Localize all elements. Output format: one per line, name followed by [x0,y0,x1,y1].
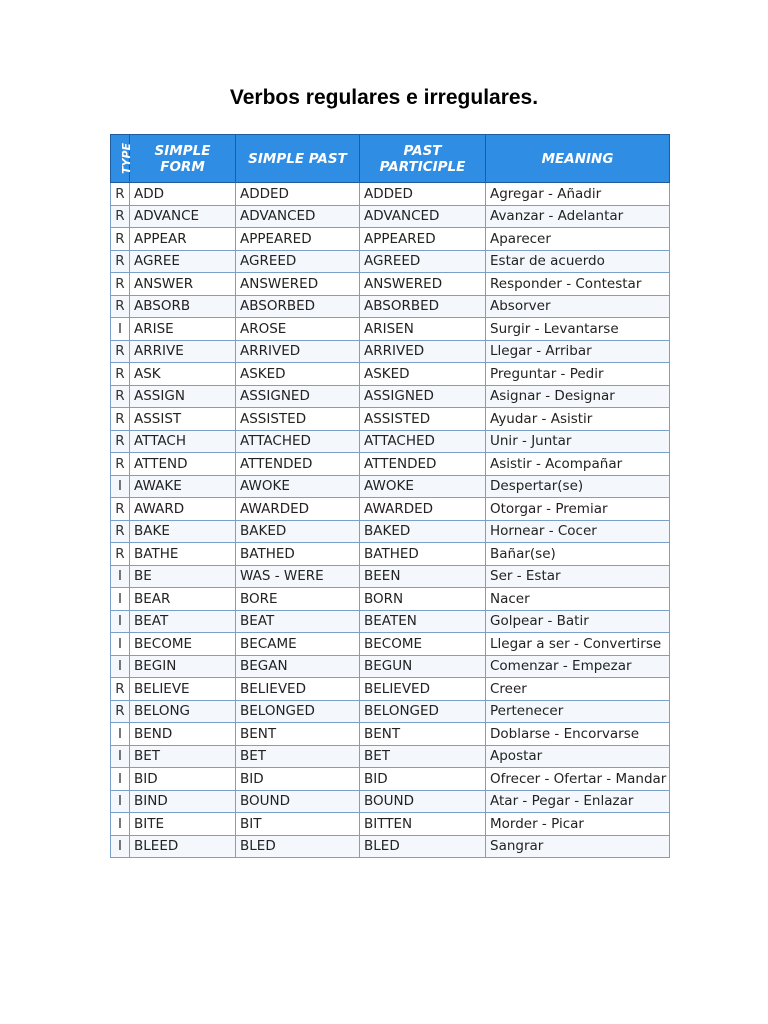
table-row [111,273,670,296]
table-row [111,430,670,453]
past-participle-cell: ASKED [360,363,486,386]
table-header-row [111,135,670,183]
type-cell: R [111,520,130,543]
past-participle-cell: BAKED [360,520,486,543]
past-participle-cell: BATHED [360,543,486,566]
simple-past-cell: BELIEVED [236,678,360,701]
simple-past-cell: BORE [236,588,360,611]
type-cell: R [111,700,130,723]
table-row [111,678,670,701]
table-row [111,250,670,273]
meaning-cell: Sangrar [486,835,670,858]
past-participle-cell: ADDED [360,183,486,206]
simple-form-cell: BEAR [130,588,236,611]
meaning-cell: Pertenecer [486,700,670,723]
meaning-cell: Llegar a ser - Convertirse [486,633,670,656]
past-participle-cell: BITTEN [360,813,486,836]
simple-past-cell: AWOKE [236,475,360,498]
type-cell: I [111,633,130,656]
past-participle-cell: APPEARED [360,228,486,251]
simple-form-cell: ATTACH [130,430,236,453]
meaning-cell: Comenzar - Empezar [486,655,670,678]
simple-past-cell: BID [236,768,360,791]
meaning-cell: Ofrecer - Ofertar - Mandar [486,768,670,791]
type-cell: I [111,835,130,858]
simple-form-cell: AWAKE [130,475,236,498]
past-participle-cell: AGREED [360,250,486,273]
meaning-cell: Aparecer [486,228,670,251]
past-participle-cell: BID [360,768,486,791]
table-row [111,813,670,836]
table-row [111,543,670,566]
type-cell: I [111,655,130,678]
type-cell: R [111,273,130,296]
past-participle-cell: BORN [360,588,486,611]
simple-past-cell: BENT [236,723,360,746]
meaning-cell: Doblarse - Encorvarse [486,723,670,746]
past-participle-cell: BELIEVED [360,678,486,701]
type-cell: R [111,363,130,386]
type-cell: I [111,813,130,836]
past-participle-cell: ABSORBED [360,295,486,318]
simple-past-cell: BOUND [236,790,360,813]
simple-past-cell: APPEARED [236,228,360,251]
meaning-cell: Absorver [486,295,670,318]
type-cell: I [111,565,130,588]
simple-form-cell: BIND [130,790,236,813]
simple-past-cell: WAS - WERE [236,565,360,588]
meaning-cell: Asignar - Designar [486,385,670,408]
simple-past-cell: BECAME [236,633,360,656]
type-cell: I [111,475,130,498]
meaning-cell: Asistir - Acompañar [486,453,670,476]
type-cell: I [111,790,130,813]
simple-form-cell: BET [130,745,236,768]
type-cell: R [111,498,130,521]
simple-past-cell: ASKED [236,363,360,386]
meaning-cell: Golpear - Batir [486,610,670,633]
simple-past-cell: ASSISTED [236,408,360,431]
table-row [111,408,670,431]
verbs-table [110,134,670,858]
simple-past-cell: ADVANCED [236,205,360,228]
simple-form-cell: BECOME [130,633,236,656]
meaning-cell: Despertar(se) [486,475,670,498]
simple-past-cell: BLED [236,835,360,858]
past-participle-cell: AWOKE [360,475,486,498]
simple-form-cell: ADVANCE [130,205,236,228]
simple-past-cell: BEAT [236,610,360,633]
table-row [111,295,670,318]
past-participle-cell: BLED [360,835,486,858]
past-participle-cell: ANSWERED [360,273,486,296]
type-cell: R [111,678,130,701]
meaning-cell: Apostar [486,745,670,768]
past-participle-cell: ASSISTED [360,408,486,431]
type-cell: R [111,408,130,431]
simple-past-cell: ARRIVED [236,340,360,363]
simple-form-cell: AWARD [130,498,236,521]
type-cell: R [111,205,130,228]
simple-form-cell: ASSIGN [130,385,236,408]
table-row [111,790,670,813]
simple-form-cell: ARRIVE [130,340,236,363]
type-cell: I [111,610,130,633]
table-row [111,610,670,633]
past-participle-cell: BENT [360,723,486,746]
past-participle-cell: BOUND [360,790,486,813]
type-cell: R [111,543,130,566]
table-row [111,205,670,228]
simple-past-cell: BATHED [236,543,360,566]
meaning-cell: Otorgar - Premiar [486,498,670,521]
simple-form-cell: BEAT [130,610,236,633]
type-cell: R [111,340,130,363]
header-simple-past: SIMPLE PAST [236,135,360,183]
table-row [111,520,670,543]
meaning-cell: Bañar(se) [486,543,670,566]
table-row [111,723,670,746]
simple-past-cell: BET [236,745,360,768]
meaning-cell: Morder - Picar [486,813,670,836]
type-cell: R [111,250,130,273]
simple-form-cell: BATHE [130,543,236,566]
meaning-cell: Atar - Pegar - Enlazar [486,790,670,813]
past-participle-cell: BELONGED [360,700,486,723]
past-participle-cell: ARRIVED [360,340,486,363]
simple-form-cell: ABSORB [130,295,236,318]
table-row [111,565,670,588]
type-cell: R [111,453,130,476]
simple-past-cell: AGREED [236,250,360,273]
simple-form-cell: BAKE [130,520,236,543]
simple-past-cell: ASSIGNED [236,385,360,408]
simple-past-cell: ANSWERED [236,273,360,296]
meaning-cell: Ayudar - Asistir [486,408,670,431]
meaning-cell: Surgir - Levantarse [486,318,670,341]
table-row [111,768,670,791]
simple-form-cell: BELONG [130,700,236,723]
past-participle-cell: BECOME [360,633,486,656]
meaning-cell: Avanzar - Adelantar [486,205,670,228]
meaning-cell: Estar de acuerdo [486,250,670,273]
simple-form-cell: ASK [130,363,236,386]
simple-past-cell: BELONGED [236,700,360,723]
simple-form-cell: ARISE [130,318,236,341]
table-row [111,363,670,386]
simple-past-cell: AWARDED [236,498,360,521]
type-cell: I [111,745,130,768]
table-row [111,475,670,498]
page-title: Verbos regulares e irregulares. [229,86,539,109]
past-participle-cell: ATTENDED [360,453,486,476]
simple-past-cell: ABSORBED [236,295,360,318]
table-row [111,745,670,768]
simple-form-cell: BID [130,768,236,791]
simple-form-cell: AGREE [130,250,236,273]
header-type: TYPE [111,135,130,183]
table-row [111,700,670,723]
header-meaning: MEANING [486,135,670,183]
simple-form-cell: BLEED [130,835,236,858]
table-row [111,318,670,341]
table-row [111,655,670,678]
header-simple-form: SIMPLE FORM [130,135,236,183]
past-participle-cell: BEGUN [360,655,486,678]
simple-form-cell: BITE [130,813,236,836]
simple-past-cell: BAKED [236,520,360,543]
meaning-cell: Llegar - Arribar [486,340,670,363]
simple-past-cell: ADDED [236,183,360,206]
type-cell: I [111,588,130,611]
type-cell: I [111,768,130,791]
simple-past-cell: ATTACHED [236,430,360,453]
simple-form-cell: ADD [130,183,236,206]
past-participle-cell: AWARDED [360,498,486,521]
simple-form-cell: APPEAR [130,228,236,251]
table-row [111,498,670,521]
past-participle-cell: BEEN [360,565,486,588]
table-row [111,588,670,611]
past-participle-cell: ADVANCED [360,205,486,228]
past-participle-cell: ATTACHED [360,430,486,453]
table-row [111,835,670,858]
header-past-participle: PAST PARTICIPLE [360,135,486,183]
simple-form-cell: BEGIN [130,655,236,678]
meaning-cell: Responder - Contestar [486,273,670,296]
simple-form-cell: BE [130,565,236,588]
meaning-cell: Creer [486,678,670,701]
meaning-cell: Unir - Juntar [486,430,670,453]
table-row [111,183,670,206]
type-cell: I [111,723,130,746]
type-cell: R [111,385,130,408]
type-cell: R [111,228,130,251]
simple-past-cell: BIT [236,813,360,836]
type-cell: I [111,318,130,341]
table-row [111,453,670,476]
simple-past-cell: AROSE [236,318,360,341]
simple-past-cell: ATTENDED [236,453,360,476]
table-row [111,633,670,656]
simple-form-cell: ATTEND [130,453,236,476]
meaning-cell: Nacer [486,588,670,611]
simple-form-cell: BEND [130,723,236,746]
type-cell: R [111,183,130,206]
meaning-cell: Agregar - Añadir [486,183,670,206]
past-participle-cell: BET [360,745,486,768]
simple-form-cell: ASSIST [130,408,236,431]
past-participle-cell: ARISEN [360,318,486,341]
type-cell: R [111,430,130,453]
simple-form-cell: BELIEVE [130,678,236,701]
simple-form-cell: ANSWER [130,273,236,296]
table-row [111,385,670,408]
meaning-cell: Preguntar - Pedir [486,363,670,386]
table-row [111,228,670,251]
table-row [111,340,670,363]
simple-past-cell: BEGAN [236,655,360,678]
past-participle-cell: BEATEN [360,610,486,633]
past-participle-cell: ASSIGNED [360,385,486,408]
meaning-cell: Hornear - Cocer [486,520,670,543]
meaning-cell: Ser - Estar [486,565,670,588]
type-cell: R [111,295,130,318]
